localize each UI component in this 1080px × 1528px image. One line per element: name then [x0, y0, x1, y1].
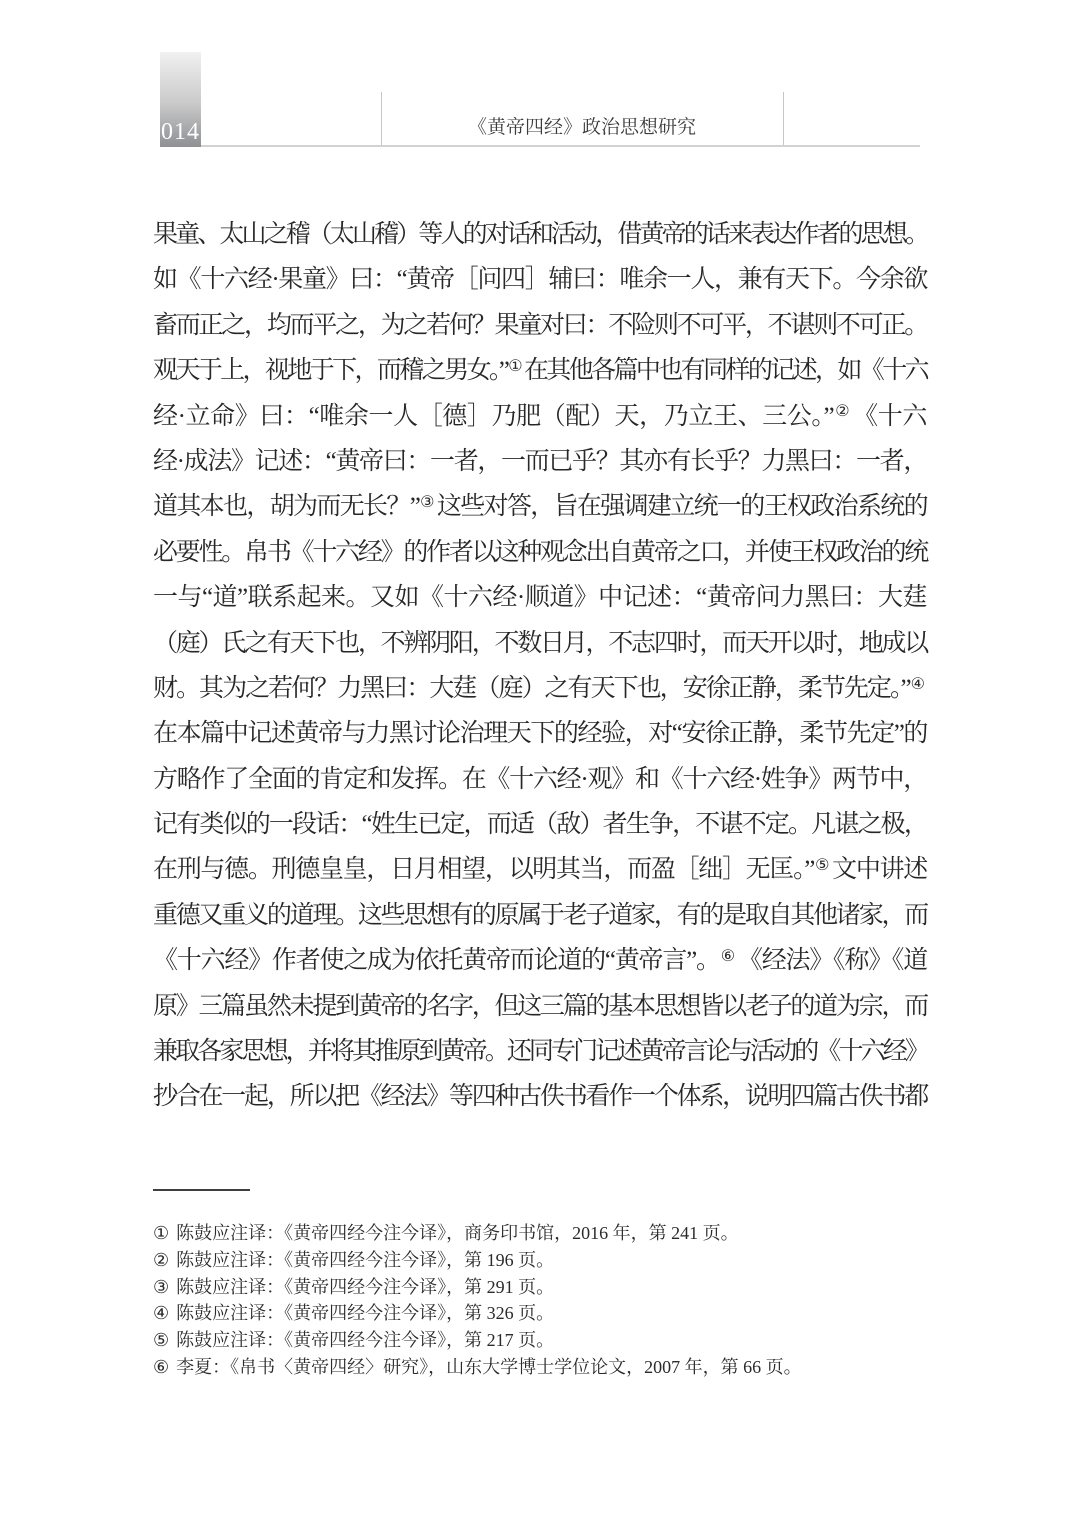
footnote-item: [153, 1354, 963, 1381]
body-line: [153, 303, 927, 348]
body-line: [153, 257, 927, 302]
footnotes: [153, 1220, 963, 1381]
footnote-marker: ②: [153, 1249, 170, 1270]
body-line-text: （庭）氏之有天下也，不辨阴阳，不数日月，不志四时，而天开以时，地成以: [153, 629, 927, 657]
body-line: [153, 1029, 927, 1074]
body-line-text: 道其本也，胡为而无长？”: [153, 493, 420, 521]
body-line-text: 在本篇中记述黄帝与力黑讨论治理天下的经验，对“安徐正静，柔节先定”的: [153, 720, 927, 748]
body-line-text: 记有类似的一段话：“姓生已定，而适（敌）者生争，不谌不定。凡谌之极，: [153, 811, 927, 839]
footnote-ref: ⑤: [815, 857, 829, 875]
body-line-text: 《经法》《称》《道: [737, 947, 927, 975]
footnote-item: [153, 1247, 963, 1274]
body-line-text: 《十六: [853, 402, 927, 430]
footnote-ref: ⑥: [720, 948, 734, 966]
body-line-text: 观天于上，视地于下，而稽之男女。”: [153, 357, 508, 385]
header-rule: [201, 145, 920, 147]
footnote-item: [153, 1300, 963, 1327]
body-line-text: 方略作了全面的肯定和发挥。在《十六经·观》和《十六经·姓争》两节中，: [153, 765, 927, 793]
body-line-text: 经·立命》曰：“唯余一人［德］乃肥（配）天，乃立王、三公。”: [153, 402, 835, 430]
body-line-text: 这些对答，旨在强调建立统一的王权政治系统的: [436, 493, 927, 521]
body-line-text: 财。其为之若何？力黑曰：大莛（庭）之有天下也，安徐正静，柔节先定。”: [153, 674, 910, 702]
body-line-text: 在其他各篇中也有同样的记述，如《十六: [523, 357, 927, 385]
body-line: [153, 1074, 927, 1119]
footnote-item: [153, 1327, 963, 1354]
body-line: [153, 394, 927, 439]
footnote-marker: ①: [153, 1223, 170, 1243]
footnote-text: 陈鼓应注译：《黄帝四经今注今译》，第 326 页。: [176, 1303, 555, 1324]
body-line: [153, 212, 927, 257]
body-line-text: 文中讲述: [832, 856, 927, 884]
body-line: [153, 802, 927, 847]
body-line: [153, 757, 927, 802]
footnote-separator: [153, 1189, 250, 1191]
body-line-text: 原》三篇虽然未提到黄帝的名字，但这三篇的基本思想皆以老子的道为宗，而: [153, 992, 927, 1020]
footnote-marker: ⑤: [153, 1330, 170, 1351]
body-line-text: 抄合在一起，所以把《经法》等四种古佚书看作一个体系，说明四篇古佚书都: [153, 1083, 927, 1111]
body-line-text: 一与“道”联系起来。又如《十六经·顺道》中记述：“黄帝问力黑曰：大莛: [153, 584, 927, 612]
body-line-text: 如《十六经·果童》曰：“黄帝［问四］辅曰：唯余一人，兼有天下。今余欲: [153, 266, 927, 294]
page-number-strip: [160, 52, 201, 147]
body-line: [153, 938, 927, 983]
footnote-marker: ⑥: [153, 1356, 170, 1377]
footnote-text: 陈鼓应注译：《黄帝四经今注今译》，第 217 页。: [176, 1330, 555, 1351]
body-line: [153, 439, 927, 484]
body-line: [153, 893, 927, 938]
footnote-item: [153, 1274, 963, 1301]
footnote-ref: ②: [835, 403, 850, 421]
footnote-ref: ④: [910, 675, 923, 693]
body-text: [153, 212, 927, 1120]
body-line: [153, 621, 927, 666]
body-line-text: 经·成法》记述：“黄帝曰：一者，一而已乎？其亦有长乎？力黑曰：一者，: [153, 447, 927, 475]
body-line-text: 在刑与德。刑德皇皇，日月相望，以明其当，而盈［绌］无匡。”: [153, 856, 815, 884]
body-line-text: 《十六经》作者使之成为依托黄帝而论道的“黄帝言”。: [153, 947, 720, 975]
body-line-text: 兼取各家思想，并将其推原到黄帝。还同专门记述黄帝言论与活动的《十六经》: [153, 1038, 927, 1066]
footnote-item: [153, 1220, 963, 1247]
body-line: [153, 575, 927, 620]
footnote-ref: ③: [420, 494, 433, 512]
footnote-marker: ④: [153, 1303, 170, 1324]
body-line: [153, 847, 927, 892]
footnote-text: 陈鼓应注译：《黄帝四经今注今译》，商务印书馆，2016 年，第 241 页。: [176, 1223, 739, 1243]
body-line: [153, 484, 927, 529]
footnote-marker: ③: [153, 1276, 170, 1297]
footnote-text: 李夏：《帛书〈黄帝四经〉研究》，山东大学博士学位论文，2007 年，第 66 页。: [176, 1356, 802, 1377]
running-title: 《黄帝四经》政治思想研究: [467, 117, 696, 138]
footnote-text: 陈鼓应注译：《黄帝四经今注今译》，第 291 页。: [176, 1276, 555, 1297]
body-line-text: 畜而正之，均而平之，为之若何？果童对曰：不险则不可平，不谌则不可正。: [153, 311, 927, 339]
footnote-text: 陈鼓应注译：《黄帝四经今注今译》，第 196 页。: [176, 1249, 555, 1270]
body-line-text: 果童、太山之稽（太山稽）等人的对话和活动，借黄帝的话来表达作者的思想。: [153, 221, 927, 248]
body-line: [153, 530, 927, 575]
body-line: [153, 666, 927, 711]
page-number: 014: [161, 119, 200, 145]
body-line-text: 重德又重义的道理。这些思想有的原属于老子道家，有的是取自其他诸家，而: [153, 901, 927, 929]
body-line: [153, 984, 927, 1029]
body-line: [153, 348, 927, 393]
body-line-text: 必要性。帛书《十六经》的作者以这种观念出自黄帝之口，并使王权政治的统: [153, 538, 927, 566]
footnote-ref: ①: [508, 357, 520, 375]
header-tick-right: [783, 92, 784, 145]
body-line: [153, 711, 927, 756]
